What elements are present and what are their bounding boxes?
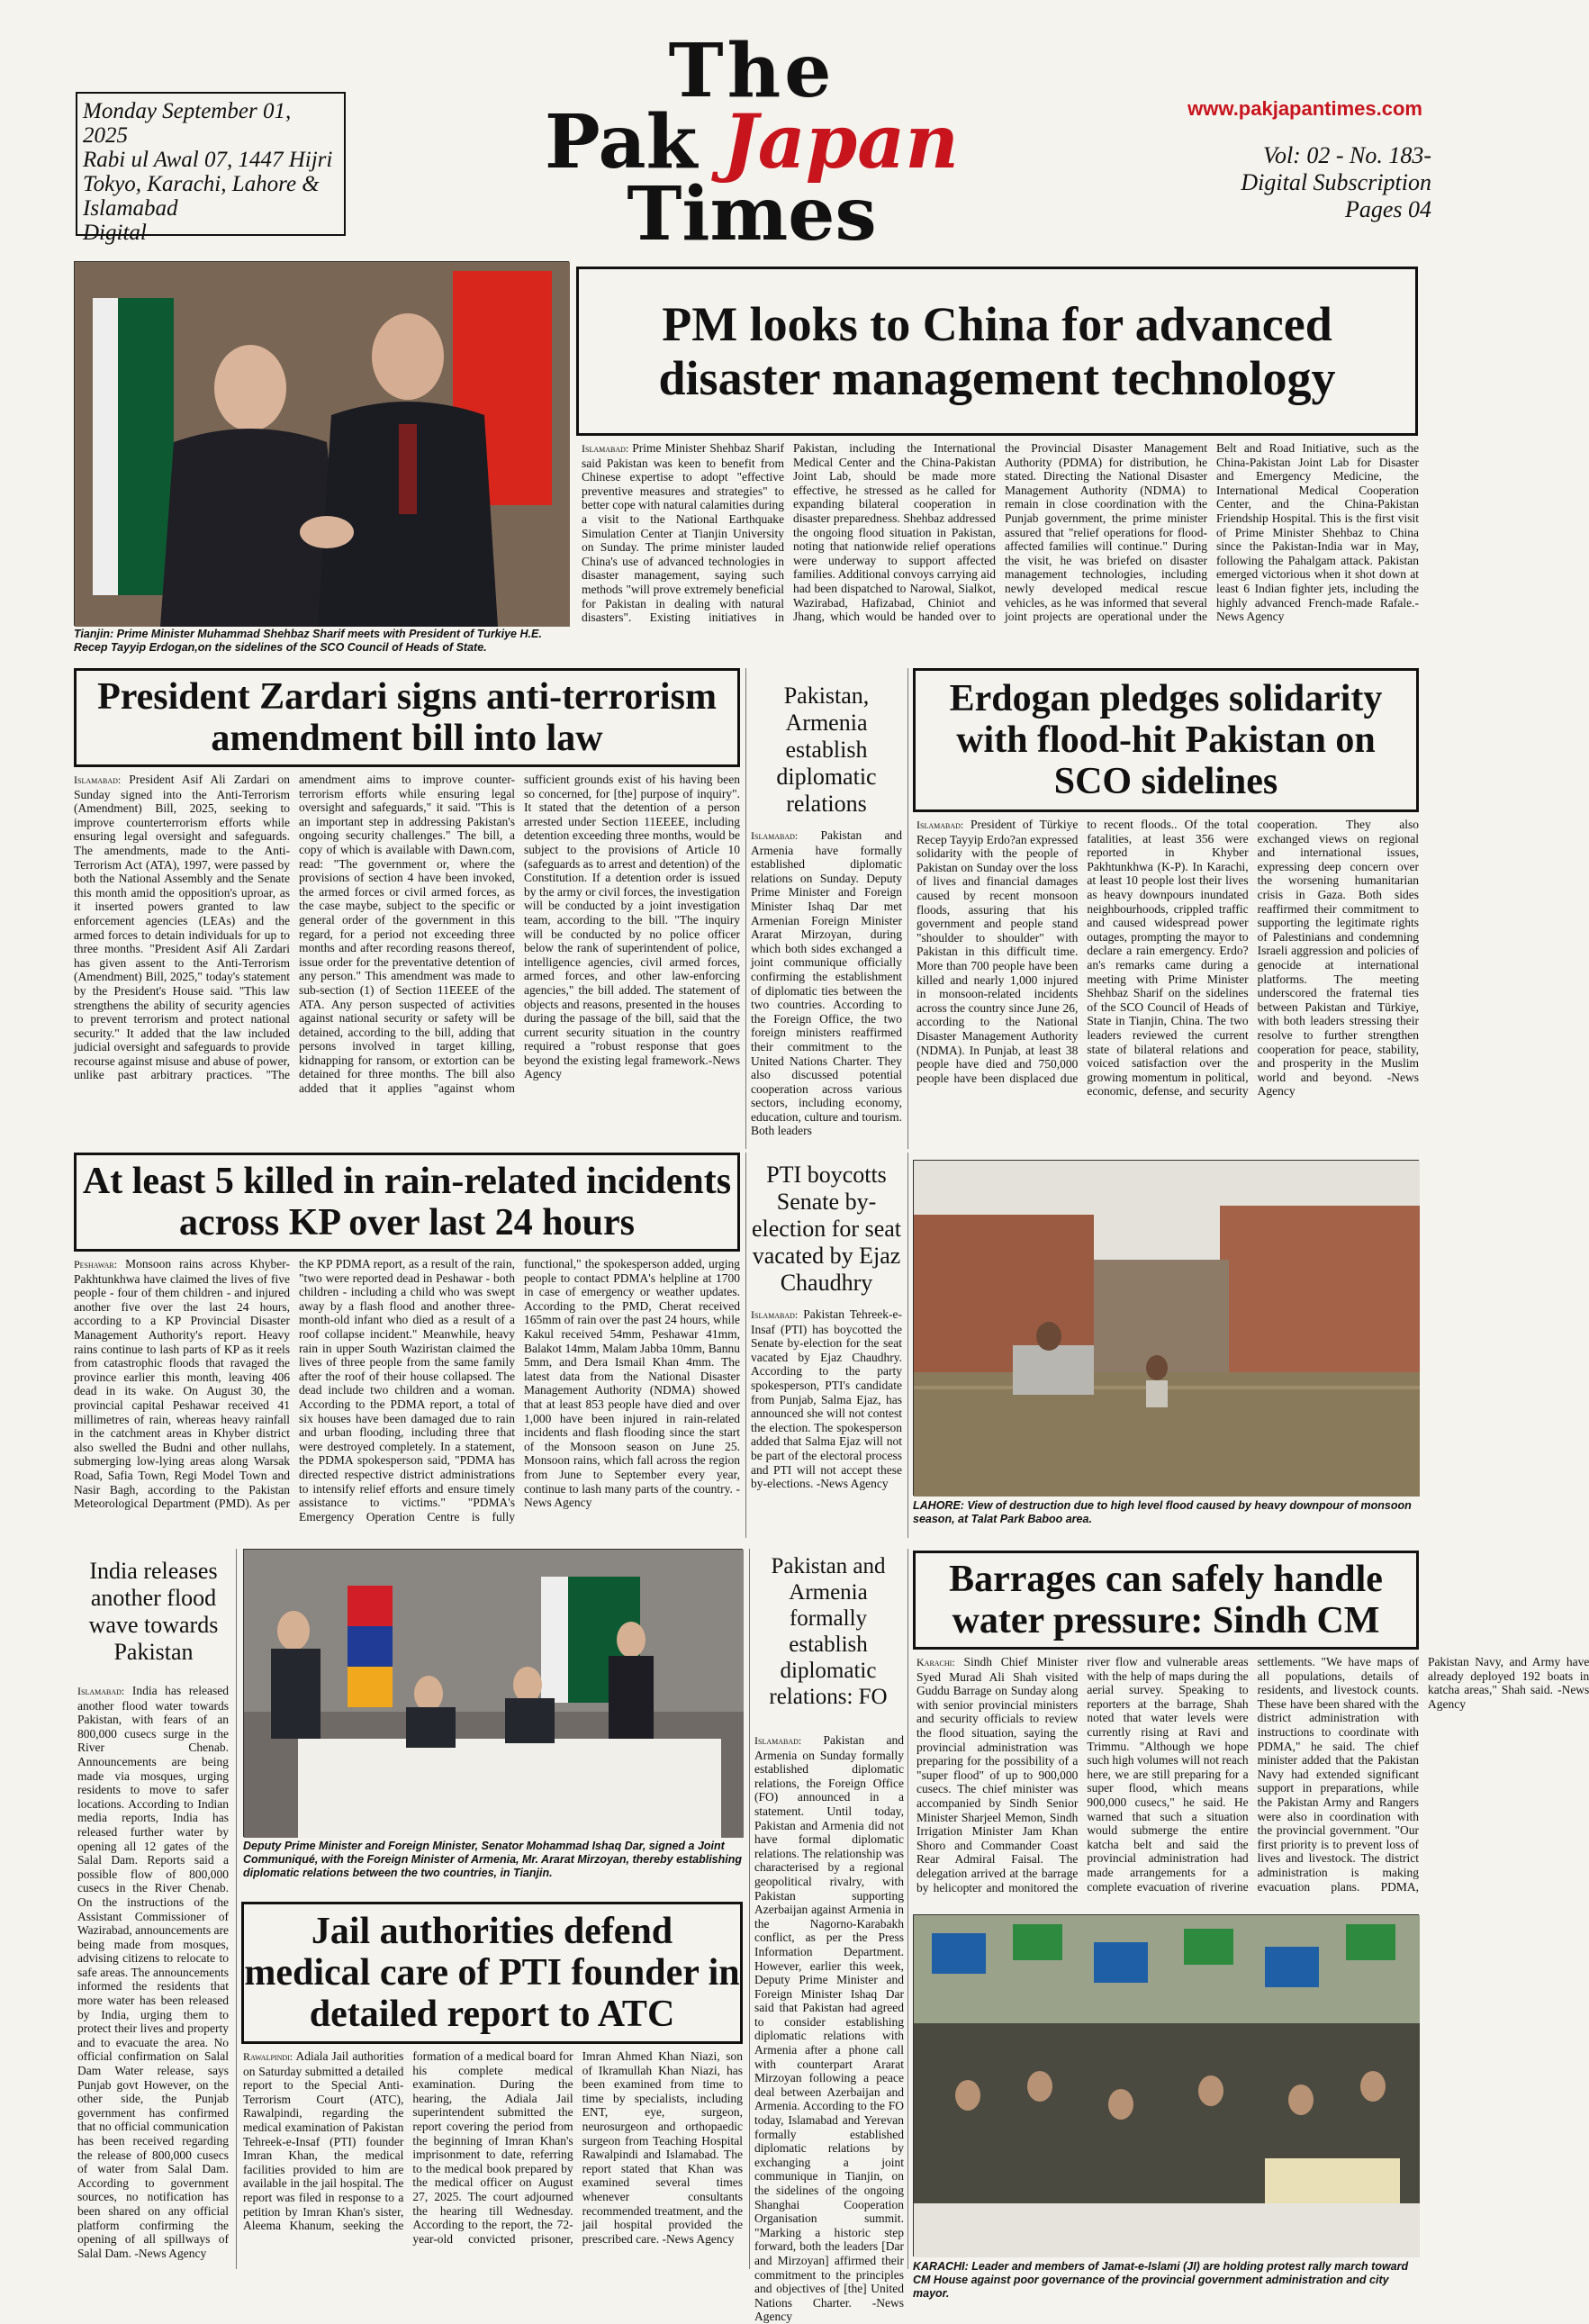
dateline-label: Peshawar: (74, 1258, 118, 1271)
article-body: Pakistan and Armenia have formally established diplomatic relations on Sunday. Deputy Prime Minister and Foreign Minister Ishaq Dar met Armenian Foreign Minister Ararat Mirzoyan, during which both sides exchanged a joint communique officially confirming the establishment of diplomatic ties between the two countries. According to the Foreign Office, the two foreign ministers reaffirmed their commitment to the United Nations Charter. They also discussed potential cooperation across various sectors, including economy, education, culture and tourism. Both leaders (751, 828, 902, 1138)
headline-armenia-1: Pakistan, Armenia establish diplomatic relations (776, 683, 877, 817)
dateline-label: Islamabad: (754, 1734, 802, 1747)
article-jail (243, 2049, 743, 2269)
masthead-pak-japan (423, 99, 1080, 185)
article-body: Sindh Chief Minister Syed Murad Ali Shah visited Guddu Barrage on Sunday along with senior provincial ministers and security officials to review the flood situation, saying the provincial administration was preparing for the possibility of a "super flood" of up to 900,000 cusecs. The chief minister was accompanied by Sindh Senior Minister Sharjeel Memon, Sindh Irrigation Minister Jam Khan Shoro and Commander Coast Rear Admiral Faisal. The delegation arrived at the barrage by helicopter and monitored the river flow and vulnerable areas with the help of maps during the aerial survey. Speaking to reporters at the barrage, Shah noted that water levels were currently rising at Ravi and Trimmu. "Although we hope such high volumes will not reach here, we are still preparing for a super flood, which means 900,000 cusecs," he said. He warned that such a situation would submerge the entire katcha belt and said the provincial administration had made arrangements for a complete evacuation of riverine settlements. "We have maps of all populations, details of residents, and livestock counts. These have been shared with the district administration with instructions to coordinate with PDMA," he said. The chief minister added that the Pakistan Navy had extended significant support in preparations, while the Pakistan Army and Rangers were also in coordination with the provincial government. "Our first priority is to prevent loss of lives and livestock. The district administration is making evacuation plans. PDMA, Pakistan Navy, and Army have already deployed 192 boats in katcha areas," Shah said. -News Agency (916, 1655, 1589, 1894)
article-sindh (916, 1655, 1589, 1903)
caption-dar-armenia: Deputy Prime Minister and Foreign Minister, Senator Mohammad Ishaq Dar, signed a Joint Communiqué, with the Foreign Minister of Armenia, Mr. Ararat Mirzoyan, thereby establishing diplomatic relations between the two countries, in Tianjin. (243, 1840, 743, 1879)
column-rule (907, 668, 908, 1149)
headline-sindh: Barrages can safely handle water pressure: Sindh CM (913, 1551, 1419, 1650)
masthead-pak: Pak (545, 99, 698, 185)
dateline-label: Rawalpindi: (243, 2050, 293, 2063)
headline-jail: Jail authorities defend medical care of PTI founder in detailed report to ATC (241, 1902, 743, 2044)
column-rule (745, 668, 746, 1149)
article-kp-rain (74, 1257, 740, 1538)
caption-karachi-rally: KARACHI: Leader and members of Jamat-e-Islami (JI) are holding protest rally march toward CM House against poor governance of the provincial government administration and city mayor. (913, 2260, 1409, 2300)
dateline-label: Islamabad: (751, 829, 799, 842)
caption-lahore-flood: LAHORE: View of destruction due to high level flood caused by heavy downpour of monsoon season, at Talat Park Baboo area. (913, 1499, 1412, 1525)
edition-line: Digital (83, 221, 147, 245)
article-pm-china (582, 441, 1419, 659)
masthead-japan: Japan (722, 99, 959, 185)
dateline-label: Karachi: (916, 1656, 955, 1668)
photo-lahore-flood (913, 1160, 1419, 1496)
article-zardari (74, 773, 740, 1149)
date-line: Monday September 01, 2025 (83, 99, 292, 148)
cities-line-2: Islamabad (83, 196, 178, 221)
caption-pm-erdogan: Tianjin: Prime Minister Muhammad Shehbaz Sharif meets with President of Turkiye H.E. Recep Tayyip Erdogan,on the sidelines of the SCO Council of Heads of State. (74, 628, 542, 654)
volume-info (1170, 142, 1431, 223)
article-armenia-1 (751, 828, 902, 1149)
article-body: India has released another flood water towards Pakistan, with fears of an 800,000 cusecs surge in the River Chenab. Announcements are being made via mosques, urging residents to move to safer locations. According to Indian media reports, India has released further water by opening all 12 gates of the Salal Dam. Reports said a possible flow of 800,000 cusecs in the River Chenab. On the instructions of the Assistant Commissioner of Wazirabad, announcements are being made from mosques, advising citizens to relocate to safe areas. The announcements informed the residents that more water has been released by India, urging them to protect their lives and property and to evacuate the area. No official confirmation on Salal Dam Water release, says Punjab govt However, on the other side, the Punjab government has confirmed that no official communication has been received regarding the release of 800,000 cusecs of water from Salal Dam. According to government sources, no notification has been shared on any official platform confirming the opening of all spillways of Salal Dam. -News Agency (77, 1684, 230, 2260)
article-pti-boycott (751, 1307, 902, 1538)
article-body: President of Türkiye Recep Tayyip Erdo?an expressed solidarity with the people of Pakistan on Sunday over the loss of lives and financial damages caused by recent monsoon floods, assuring that his government and people stand "shoulder to shoulder" with Pakistan in this difficult time. More than 700 people have been killed and nearly 1,000 injured in monsoon-related incidents across the country since June 26, according to the National Disaster Management Authority (NDMA). In Punjab, at least 38 people have died and 750,000 people have been displaced due to recent floods.. Of the total fatalities, at least 356 were reported in Khyber Pakhtunkhwa (K-P). In Karachi, at least 10 people lost their lives as heavy downpours inundated neighbourhoods, crippled traffic and caused widespread power outages, prompting the mayor to declare a rain emergency. Erdo?an's remarks came during a meeting with Prime Minister Shehbaz Sharif on the sidelines of the SCO Council of Heads of State in Tianjin, China. The two leaders reviewed the current state of bilateral relations and voiced satisfaction over the growing momentum in political, economic, defense, and security cooperation. They also exchanged views on regional and international issues, expressing deep concern over the worsening humanitarian crisis in Gaza. Both sides reaffirmed their commitment to supporting the legitimate rights of Palestinians and condemning Israeli aggression and policies of genocide at international platforms. The meeting underscored the fraternal ties between Pakistan and Türkiye, with both leaders stressing their resolve to further strengthen cooperation for peace, stability, and prosperity in the Muslim world and beyond. -News Agency (916, 818, 1419, 1099)
article-india-flood (77, 1684, 229, 2265)
column-rule (907, 1549, 908, 2269)
dateline-box (76, 92, 346, 245)
headline-india-flood: India releases another flood wave towards Pakistan (88, 1558, 219, 1665)
article-erdogan (916, 818, 1419, 1149)
cities-line: Tokyo, Karachi, Lahore & (83, 172, 320, 196)
dateline-label: Islamabad: (916, 818, 964, 831)
headline-pm-china: PM looks to China for advanced disaster management technology (576, 267, 1418, 436)
photo-karachi-rally (913, 1914, 1419, 2256)
article-body: Pakistan Tehreek-e-Insaf (PTI) has boycotted the Senate by-election for the seat vacated by Ejaz Chaudhry. According to the party spokesperson, PTI's candidate from Punjab, Salma Ejaz, has announced she will not contest the election. The spokesperson added that Salma Ejaz will not be part of the electoral process and PTI will not accept these by-elections. -News Agency (751, 1307, 902, 1491)
photo-dar-armenia (243, 1549, 743, 1837)
column-rule (907, 1153, 908, 1538)
article-body: Pakistan and Armenia on Sunday formally established diplomatic relations, the Foreign Office (FO) announced in a statement. Until today, Pakistan and Armenia did not have formal diplomatic relations. The relationship was characterised by a regional geopolitical rivalry, with Pakistan supporting Azerbaijan against Armenia in the Nagorno-Karabakh conflict, as per the Press Information Department. However, earlier this week, Deputy Prime Minister and Foreign Minister Ishaq Dar said that Pakistan had agreed to consider establishing diplomatic relations with Armenia after a phone call with counterpart Ararat Mirzoyan following a peace deal between Azerbaijan and Armenia. According to the FO today, Islamabad and Yerevan formally established diplomatic relations by exchanging a joint communique in Tianjin, on the sidelines of the ongoing Shanghai Cooperation Organisation summit. "Marking a historic step forward, both the leaders [Dar and Mirzoyan] affirmed their commitment to the principles and objectives of [the] United Nations Charter. -News Agency (754, 1733, 904, 2324)
dateline-label: Islamabad: (751, 1308, 799, 1321)
headline-pti-boycott: PTI boycotts Senate by-election for seat vacated by Ejaz Chaudhry (751, 1162, 902, 1296)
article-body: Adiala Jail authorities on Saturday submitted a detailed report to the Special Anti-Terrorism Court (ATC), Rawalpindi, regarding the medical examination of Pakistan Tehreek-e-Insaf (PTI) founder Imran Khan, the medical facilities provided to him are available in the jail hospital. The report was filed in response to a petition by Imran Khan's sister, Aleema Khanum, seeking the formation of a medical board for his complete medical examination. During the hearing, the Adiala Jail superintendent submitted the report covering the period from the beginning of Imran Khan's imprisonment to date, referring to the medical book prepared by the medical officer on August 27, 2025. The court adjourned the hearing till Wednesday. According to the report, the 72-year-old convicted prisoner, Imran Ahmed Khan Niazi, son of Ikramullah Khan Niazi, has been examined from time to time by specialists, including ENT, eye, surgeon, neurosurgeon and orthopaedic surgeon from Teaching Hospital Rawalpindi and Islamabad. The report stated that Khan was examined several times whenever consultants recommended treatment, and the jail hospital provided the prescribed care. -News Agency (243, 2049, 743, 2246)
volume-number: Vol: 02 - No. 183- (1262, 142, 1431, 168)
column-rule (749, 1549, 750, 2269)
page-count: Pages 04 (1344, 196, 1431, 222)
article-body: Monsoon rains across Khyber-Pakhtunkhwa have claimed the lives of five people - four of them children - and injured another five over the last 24 hours, according to a KP Provincial Disaster Management Authority's report. Heavy rains continue to lash parts of KP as it reels from catastrophic floods that ravaged the province earlier this month, leaving 406 dead in its wake. On August 30, the provincial capital Peshawar received 41 millimetres of rain, whereas heavy rainfall in the catchment areas in Khyber district also swelled the Budni and other nullahs, submerging low-lying areas along Warsak Road, Safia Town, Regi Model Town and Nasir Bagh, according to the Pakistan Meteorological Department (PMD). As per the KP PDMA report, as a result of the rain, "two were reported dead in Peshawar - both children - including a child who was swept away by a flash flood and another three-month-old infant who died as a result of a roof collapse incident." Meanwhile, heavy rain in upper South Waziristan claimed the lives of three people from the same family after the roof of their house collapsed. The dead include two children and a woman. According to the PDMA report, a total of six houses have been damaged due to rain and urban flooding, including three that were destroyed completely. In a statement, the PDMA spokesperson said, "PDMA has directed respective district administrations to intensify relief efforts and ensure timely assistance to victims." "PDMA's Emergency Operation Centre is fully functional," the spokesperson added, urging people to contact PDMA's helpline at 1700 in case of emergency or weather updates. According to the PMD, Cherat received 165mm of rain over the past 24 hours, while Kakul received 54mm, Peshawar 41mm, Balakot 14mm, Malam Jabba 10mm, Bannu 5mm, and Dera Ismail Khan 4mm. The latest data from the National Disaster Management Authority (NDMA) showed that at least 853 people have died and over 1,000 have been injured in rain-related incidents and flash flooding since the start of the Monsoon season on June 25. Monsoon rains, which fall across the region from June to September every year, continue to lash many parts of the country. -News Agency (74, 1257, 740, 1524)
masthead-times: Times (627, 171, 877, 258)
dateline-label: Islamabad: (74, 773, 122, 786)
dateline-label: Islamabad: (77, 1685, 125, 1697)
column-rule (745, 1153, 746, 1538)
headline-kp-rain: At least 5 killed in rain-related incidents across KP over last 24 hours (74, 1153, 740, 1252)
website-link[interactable]: www.pakjapantimes.com (1187, 97, 1422, 120)
article-body: Prime Minister Shehbaz Sharif said Pakistan was keen to benefit from Chinese expertise to adopt "effective preventive measures and strategies" to better cope with natural calamities during a visit to the National Earthquake Simulation Center at Tianjin University on Sunday. The prime minister lauded China's use of advanced technologies in disaster management, saying such methods "will prove extremely beneficial for Pakistan in dealing with natural disasters". Existing initiatives in Pakistan, including the International Medical Center and the China-Pakistan Joint Lab, should be made more effective, he stressed as he called for expanding bilateral cooperation in disaster preparedness. Shehbaz addressed the ongoing flood situation in Pakistan, noting that nationwide relief operations were underway to support affected families. Additional convoys carrying aid had been dispatched to Narowal, Sialkot, Wazirabad, Hafizabad, Chiniot and Jhang, which would be handed over to the Provincial Disaster Management Authority (PDMA) for distribution, he stated. Directing the National Disaster Management Authority (NDMA) to remain in close coordination with the Punjab government, the prime minister assured that "relief operations for flood-affected families will continue." During the visit, he was briefed on disaster management technologies, including newly developed medical rescue vehicles, as he was informed that several joint projects are operational under the Belt and Road Initiative, such as the China-Pakistan Joint Lab for Disaster and Emergency Medicine, the International Medical Cooperation Center, and the China-Pakistan Friendship Hospital. This is the first visit of Prime Minister Shehbaz to China since the Pakistan-India war in May, following the Pahalgam attack. Pakistan emerged victorious when it shot down at least 6 Indian fighter jets, including the highly advanced French-made Rafale.-News Agency (582, 441, 1419, 625)
subscription-type: Digital Subscription (1241, 169, 1431, 195)
headline-erdogan: Erdogan pledges solidarity with flood-hit Pakistan on SCO sidelines (913, 668, 1419, 812)
hijri-line: Rabi ul Awal 07, 1447 Hijri (83, 148, 333, 172)
article-armenia-fo (754, 1733, 904, 2324)
photo-pm-erdogan (74, 261, 569, 626)
headline-armenia-fo: Pakistan and Armenia formally establish diplomatic relations: FO (769, 1554, 888, 1709)
headline-zardari: President Zardari signs anti-terrorism amendment bill into law (74, 668, 740, 767)
article-body: President Asif Ali Zardari on Sunday signed into the Anti-Terrorism (Amendment) Bill, 2025, seeking to improve counterterrorism efforts while ensuring legal oversight and safeguards. The amendments, made to the Anti-Terrorism Act (ATA), 1997, were passed by both the National Assembly and the Senate this month amid the opposition's uproar, as it inserted powers granted to law enforcement agencies (LEAs) and the armed forces to detain individuals for up to three months. "President Asif Ali Zardari has given assent to the Anti-Terrorism (Amendment) Bill, 2025," today's statement by the President's House said. "This law strengthens the ability of security agencies to prevent terrorism and protect national security." It added that the law included judicial oversight and safeguards to provide recourse against misuse and abuse of power, unlike past arbitrary practices. "The amendment aims to improve counter-terrorism efforts while ensuring legal oversight and safeguards," it said. "This is an important step in addressing Pakistan's ongoing security challenges." The bill, a copy of which is available with Dawn.com, read: "The government or, where the provisions of section 4 have been invoked, the armed forces or civil armed forces, as the case maybe, subject to the specific or general order of the government in this regard, for a period not exceeding three months and after recording reasons thereof, issue order for the preventative detention of any person." This amendment was made to sub-section (1) of Section 11EEEE of the ATA. Any person suspected of activities against national security or safety will be detained, according to the bill, adding that persons involved in target killing, kidnapping for ransom, or extortion can be detained for three months. The bill also added that it applies "against whom sufficient grounds exist of his having been so concerned, for [the] purpose of inquiry". It stated that the detention of a person arrested under Section 11EEEE, including detention exceeding three months, would be subject to the provisions of Article 10 (safeguards as to arrest and detention) of the Constitution. If a detention order is issued by the army or civil forces, the investigation will be conducted by a joint investigation team, according to the bill. "The inquiry will be conducted by no police officer below the rank of superintendent of police, intelligence agencies, civil armed forces, armed forces, and other law-enforcing agencies," the bill added. The statement of objects and reasons, presented in the houses during the passage of the bill, said that the current security situation in the country required a "robust response that goes beyond the existing legal framework.-News Agency (74, 773, 740, 1096)
masthead-the: The (668, 28, 835, 114)
dateline-label: Islamabad: (582, 442, 629, 455)
column-rule (236, 1549, 237, 2269)
masthead-logo (423, 28, 1080, 258)
